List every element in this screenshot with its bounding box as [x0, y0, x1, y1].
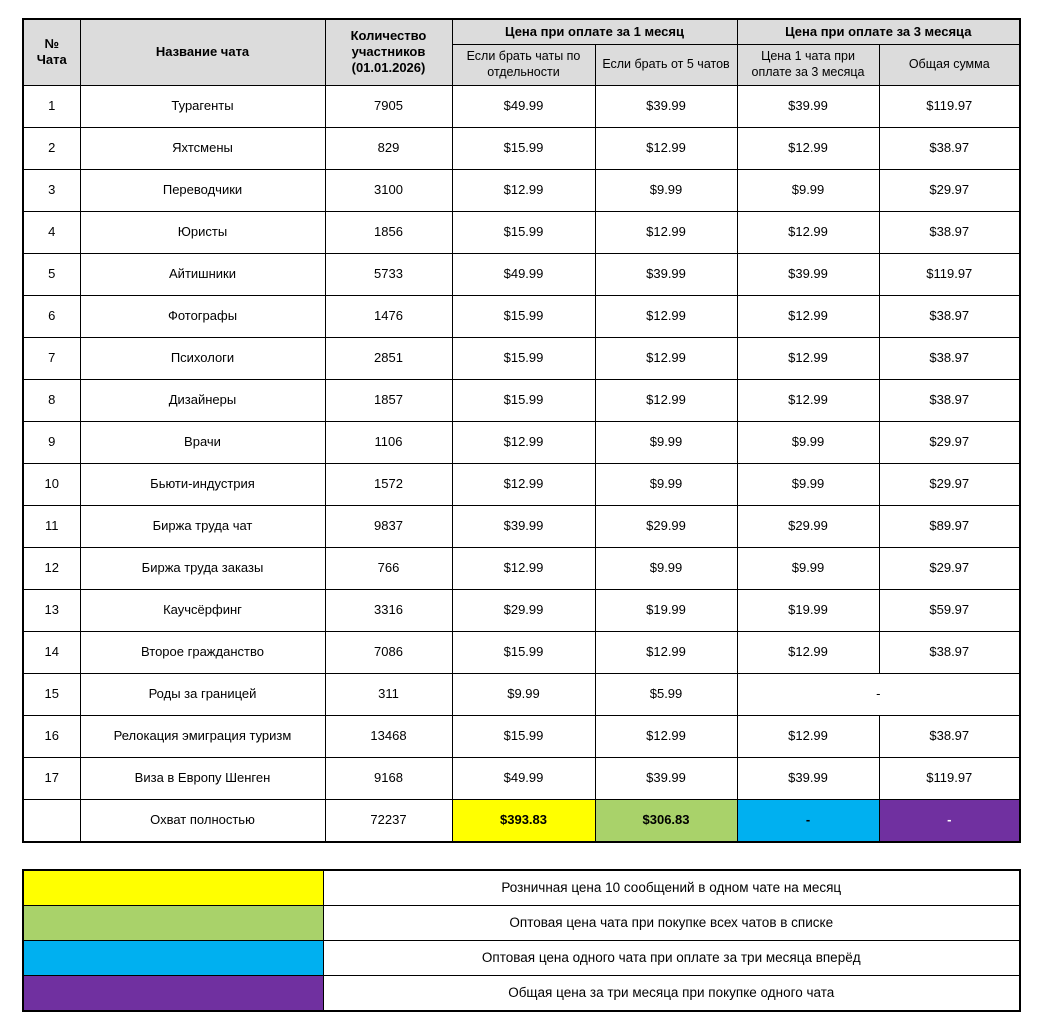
cell-participants-count: 9837 [325, 505, 452, 547]
cell-chat-number: 3 [23, 169, 80, 211]
cell-chat-name: Юристы [80, 211, 325, 253]
header-participants-line3: (01.01.2026) [351, 60, 426, 76]
table-row [23, 169, 1020, 211]
header-group-one-month: Цена при оплате за 1 месяц [452, 19, 737, 45]
cell-price-grand-total: $38.97 [879, 127, 1020, 169]
table-row [23, 337, 1020, 379]
legend-row [23, 905, 1020, 940]
total-cell-label: Охват полностью [80, 799, 325, 842]
cell-chat-number: 1 [23, 85, 80, 127]
cell-chat-number: 15 [23, 673, 80, 715]
cell-chat-number: 9 [23, 421, 80, 463]
cell-chat-number: 10 [23, 463, 80, 505]
cell-chat-name: Фотографы [80, 295, 325, 337]
cell-price-separate: $15.99 [452, 295, 595, 337]
table-row [23, 589, 1020, 631]
cell-price-from-five: $9.99 [595, 547, 737, 589]
cell-participants-count: 1857 [325, 379, 452, 421]
cell-participants-count: 311 [325, 673, 452, 715]
cell-chat-name: Дизайнеры [80, 379, 325, 421]
cell-price-grand-total: $38.97 [879, 631, 1020, 673]
legend-color-swatch [23, 870, 323, 906]
legend-description: Общая цена за три месяца при покупке одного чата [323, 975, 1020, 1011]
cell-chat-number: 13 [23, 589, 80, 631]
cell-price-three-months-merged: - [737, 673, 1020, 715]
cell-chat-name: Биржа труда заказы [80, 547, 325, 589]
cell-price-one-chat-three-months: $9.99 [737, 421, 879, 463]
cell-price-grand-total: $59.97 [879, 589, 1020, 631]
table-row [23, 253, 1020, 295]
legend-row [23, 870, 1020, 906]
cell-price-from-five: $5.99 [595, 673, 737, 715]
header-participants-line2: участников [351, 44, 426, 60]
cell-price-separate: $15.99 [452, 715, 595, 757]
cell-price-one-chat-three-months: $9.99 [737, 169, 879, 211]
cell-price-separate: $29.99 [452, 589, 595, 631]
cell-chat-name: Переводчики [80, 169, 325, 211]
cell-price-from-five: $9.99 [595, 421, 737, 463]
cell-price-separate: $49.99 [452, 85, 595, 127]
table-row [23, 631, 1020, 673]
cell-price-one-chat-three-months: $39.99 [737, 253, 879, 295]
cell-price-from-five: $12.99 [595, 631, 737, 673]
cell-price-grand-total: $29.97 [879, 169, 1020, 211]
table-row [23, 547, 1020, 589]
cell-price-one-chat-three-months: $12.99 [737, 631, 879, 673]
cell-participants-count: 5733 [325, 253, 452, 295]
cell-price-separate: $12.99 [452, 169, 595, 211]
header-participants-line1: Количество [350, 27, 427, 43]
total-cell-participants: 72237 [325, 799, 452, 842]
cell-chat-name: Биржа труда чат [80, 505, 325, 547]
cell-price-grand-total: $38.97 [879, 715, 1020, 757]
cell-price-from-five: $12.99 [595, 127, 737, 169]
cell-price-from-five: $29.99 [595, 505, 737, 547]
cell-price-separate: $12.99 [452, 547, 595, 589]
header-chat-number [23, 19, 80, 85]
cell-chat-number: 2 [23, 127, 80, 169]
total-cell-price-grand-total: - [879, 799, 1020, 842]
cell-price-one-chat-three-months: $12.99 [737, 295, 879, 337]
table-row [23, 673, 1020, 715]
cell-participants-count: 3100 [325, 169, 452, 211]
cell-participants-count: 9168 [325, 757, 452, 799]
cell-chat-name: Айтишники [80, 253, 325, 295]
cell-price-from-five: $12.99 [595, 295, 737, 337]
total-cell-number [23, 799, 80, 842]
cell-chat-name: Виза в Европу Шенген [80, 757, 325, 799]
cell-price-separate: $12.99 [452, 463, 595, 505]
cell-chat-number: 8 [23, 379, 80, 421]
cell-participants-count: 3316 [325, 589, 452, 631]
total-cell-price-one-chat-three-months: - [737, 799, 879, 842]
cell-price-separate: $15.99 [452, 631, 595, 673]
cell-participants-count: 1572 [325, 463, 452, 505]
table-row [23, 379, 1020, 421]
cell-price-grand-total: $119.97 [879, 85, 1020, 127]
cell-chat-name: Турагенты [80, 85, 325, 127]
cell-price-one-chat-three-months: $29.99 [737, 505, 879, 547]
table-header [23, 19, 1020, 85]
pricing-table [22, 18, 1021, 843]
cell-price-separate: $39.99 [452, 505, 595, 547]
legend-table [22, 869, 1021, 1012]
cell-chat-number: 16 [23, 715, 80, 757]
cell-price-from-five: $9.99 [595, 463, 737, 505]
cell-price-one-chat-three-months: $12.99 [737, 379, 879, 421]
cell-price-from-five: $39.99 [595, 757, 737, 799]
header-participants-count [325, 19, 452, 85]
cell-price-one-chat-three-months: $19.99 [737, 589, 879, 631]
cell-participants-count: 7086 [325, 631, 452, 673]
legend-description: Оптовая цена одного чата при оплате за три месяца вперёд [323, 940, 1020, 975]
cell-price-grand-total: $38.97 [879, 337, 1020, 379]
total-cell-price-separate: $393.83 [452, 799, 595, 842]
cell-participants-count: 13468 [325, 715, 452, 757]
table-row [23, 85, 1020, 127]
cell-price-grand-total: $89.97 [879, 505, 1020, 547]
cell-chat-name: Бьюти-индустрия [80, 463, 325, 505]
cell-price-one-chat-three-months: $39.99 [737, 85, 879, 127]
cell-chat-number: 6 [23, 295, 80, 337]
cell-price-separate: $15.99 [452, 337, 595, 379]
table-row [23, 463, 1020, 505]
cell-chat-name: Врачи [80, 421, 325, 463]
cell-price-grand-total: $29.97 [879, 421, 1020, 463]
cell-price-one-chat-three-months: $9.99 [737, 547, 879, 589]
table-row [23, 715, 1020, 757]
cell-chat-name: Роды за границей [80, 673, 325, 715]
cell-participants-count: 766 [325, 547, 452, 589]
header-chat-number-line2: Чата [36, 52, 67, 68]
table-body [23, 85, 1020, 842]
cell-chat-number: 5 [23, 253, 80, 295]
cell-participants-count: 7905 [325, 85, 452, 127]
cell-chat-number: 12 [23, 547, 80, 589]
legend-row [23, 975, 1020, 1011]
cell-chat-number: 17 [23, 757, 80, 799]
header-price-from-five: Если брать от 5 чатов [595, 45, 737, 85]
cell-participants-count: 1106 [325, 421, 452, 463]
cell-chat-number: 7 [23, 337, 80, 379]
cell-price-one-chat-three-months: $12.99 [737, 715, 879, 757]
legend-color-swatch [23, 975, 323, 1011]
cell-participants-count: 1476 [325, 295, 452, 337]
cell-price-one-chat-three-months: $12.99 [737, 127, 879, 169]
legend-color-swatch [23, 905, 323, 940]
cell-participants-count: 1856 [325, 211, 452, 253]
table-row [23, 505, 1020, 547]
cell-price-separate: $15.99 [452, 211, 595, 253]
cell-price-from-five: $19.99 [595, 589, 737, 631]
legend-row [23, 940, 1020, 975]
cell-price-from-five: $12.99 [595, 379, 737, 421]
table-row [23, 211, 1020, 253]
legend-description: Оптовая цена чата при покупке всех чатов в списке [323, 905, 1020, 940]
cell-price-from-five: $39.99 [595, 253, 737, 295]
table-total-row [23, 799, 1020, 842]
cell-price-separate: $49.99 [452, 757, 595, 799]
cell-price-from-five: $12.99 [595, 211, 737, 253]
cell-price-separate: $12.99 [452, 421, 595, 463]
cell-price-from-five: $39.99 [595, 85, 737, 127]
header-price-grand-total: Общая сумма [879, 45, 1020, 85]
cell-chat-number: 11 [23, 505, 80, 547]
cell-price-grand-total: $38.97 [879, 211, 1020, 253]
cell-price-grand-total: $38.97 [879, 295, 1020, 337]
cell-chat-number: 4 [23, 211, 80, 253]
table-row [23, 127, 1020, 169]
header-price-one-chat-three-months: Цена 1 чата при оплате за 3 месяца [737, 45, 879, 85]
cell-price-grand-total: $29.97 [879, 463, 1020, 505]
legend-color-swatch [23, 940, 323, 975]
cell-price-from-five: $12.99 [595, 337, 737, 379]
cell-price-from-five: $12.99 [595, 715, 737, 757]
table-row [23, 421, 1020, 463]
cell-price-from-five: $9.99 [595, 169, 737, 211]
cell-chat-name: Релокация эмиграция туризм [80, 715, 325, 757]
table-row [23, 295, 1020, 337]
header-chat-name: Название чата [80, 19, 325, 85]
legend-description: Розничная цена 10 сообщений в одном чате на месяц [323, 870, 1020, 906]
header-chat-number-line1: № [44, 36, 59, 51]
cell-price-grand-total: $119.97 [879, 253, 1020, 295]
cell-price-separate: $15.99 [452, 379, 595, 421]
header-price-separate: Если брать чаты по отдельности [452, 45, 595, 85]
cell-price-one-chat-three-months: $12.99 [737, 337, 879, 379]
table-row [23, 757, 1020, 799]
cell-price-grand-total: $29.97 [879, 547, 1020, 589]
cell-price-one-chat-three-months: $12.99 [737, 211, 879, 253]
cell-participants-count: 829 [325, 127, 452, 169]
cell-price-separate: $9.99 [452, 673, 595, 715]
cell-price-one-chat-three-months: $39.99 [737, 757, 879, 799]
cell-chat-name: Второе гражданство [80, 631, 325, 673]
cell-price-separate: $15.99 [452, 127, 595, 169]
cell-chat-name: Каучсёрфинг [80, 589, 325, 631]
total-cell-price-from-five: $306.83 [595, 799, 737, 842]
cell-participants-count: 2851 [325, 337, 452, 379]
cell-chat-name: Психологи [80, 337, 325, 379]
cell-price-grand-total: $119.97 [879, 757, 1020, 799]
cell-price-grand-total: $38.97 [879, 379, 1020, 421]
cell-chat-number: 14 [23, 631, 80, 673]
cell-price-one-chat-three-months: $9.99 [737, 463, 879, 505]
header-group-three-months: Цена при оплате за 3 месяца [737, 19, 1020, 45]
cell-chat-name: Яхтсмены [80, 127, 325, 169]
cell-price-separate: $49.99 [452, 253, 595, 295]
